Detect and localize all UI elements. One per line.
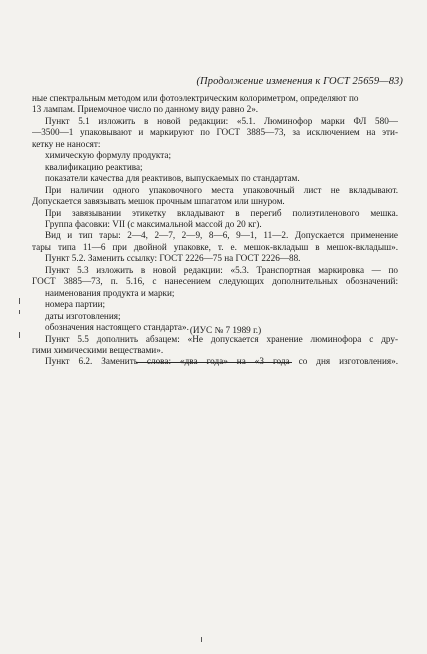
- text-line: При завязывании этикетку вкладывают в перегиб полиэтиленового мешка.: [45, 207, 398, 218]
- text-line: гими химическими веществами».: [32, 344, 164, 355]
- text-line: Допускается завязывать мешок прочным шпагатом или шнуром.: [32, 196, 285, 207]
- text-line: Вид и тип тары: 2—4, 2—7, 2—9, 8—6, 9—1, 11—2. Допускается применение: [45, 230, 398, 241]
- text-line: Группа фасовки: VII (с максимальной массой до 20 кг).: [45, 218, 262, 229]
- text-line: Пункт 5.5 дополнить абзацем: «Не допускается хранение люминофора с дру-: [45, 333, 398, 344]
- text-line: номера партии;: [45, 299, 106, 310]
- text-line: показатели качества для реактивов, выпускаемых по стандартам.: [45, 173, 300, 184]
- text-line: Пункт 5.2. Заменить ссылку: ГОСТ 2226—75 на ГОСТ 2226—88.: [45, 253, 301, 264]
- text-line: Пункт 5.1 изложить в новой редакции: «5.1. Люминофор марки ФЛ 580—: [45, 115, 398, 126]
- scan-mark: [19, 298, 20, 304]
- text-line: обозначения настоящего стандарта».: [45, 322, 189, 333]
- text-line: химическую формулу продукта;: [45, 150, 172, 161]
- text-line: ные спектральным методом или фотоэлектрическим колориметром, определяют по: [32, 93, 359, 103]
- text-line: При наличии одного упаковочного места упаковочный лист не вкладывают.: [45, 184, 398, 195]
- text-line: —3500—1 упаковывают и маркируют по ГОСТ 3885—73, за исключением на эти-: [32, 127, 398, 138]
- text-line: Пункт 5.3 изложить в новой редакции: «5.3. Транспортная маркировка — по: [45, 264, 398, 275]
- text-line: кетку не наносят:: [32, 138, 101, 149]
- text-line: тары типа 11—6 при двойной упаковке, т. е. мешок-вкладыш в мешок-вкладыш».: [32, 241, 398, 252]
- scan-mark: [201, 637, 202, 642]
- text-line: даты изготовления;: [45, 310, 121, 321]
- scan-mark: [19, 332, 20, 338]
- text-line: Пункт 6.2. Заменить слова: «два года» на «3 года со дня изготовления».: [45, 356, 398, 367]
- text-line: 13 лампам. Приемочное число по данному виду равно 2».: [32, 104, 259, 115]
- text-line: ГОСТ 3885—73, п. 5.16, с нанесением следующих дополнительных обозначений:: [32, 276, 398, 287]
- text-line: наименования продукта и марки;: [45, 287, 175, 298]
- scan-mark: [19, 310, 20, 314]
- text-line: квалификацию реактива;: [45, 161, 143, 172]
- horizontal-rule: [136, 362, 292, 363]
- page-header: (Продолжение изменения к ГОСТ 25659—83): [196, 76, 403, 87]
- publication-note: (ИУС № 7 1989 г.): [189, 325, 262, 335]
